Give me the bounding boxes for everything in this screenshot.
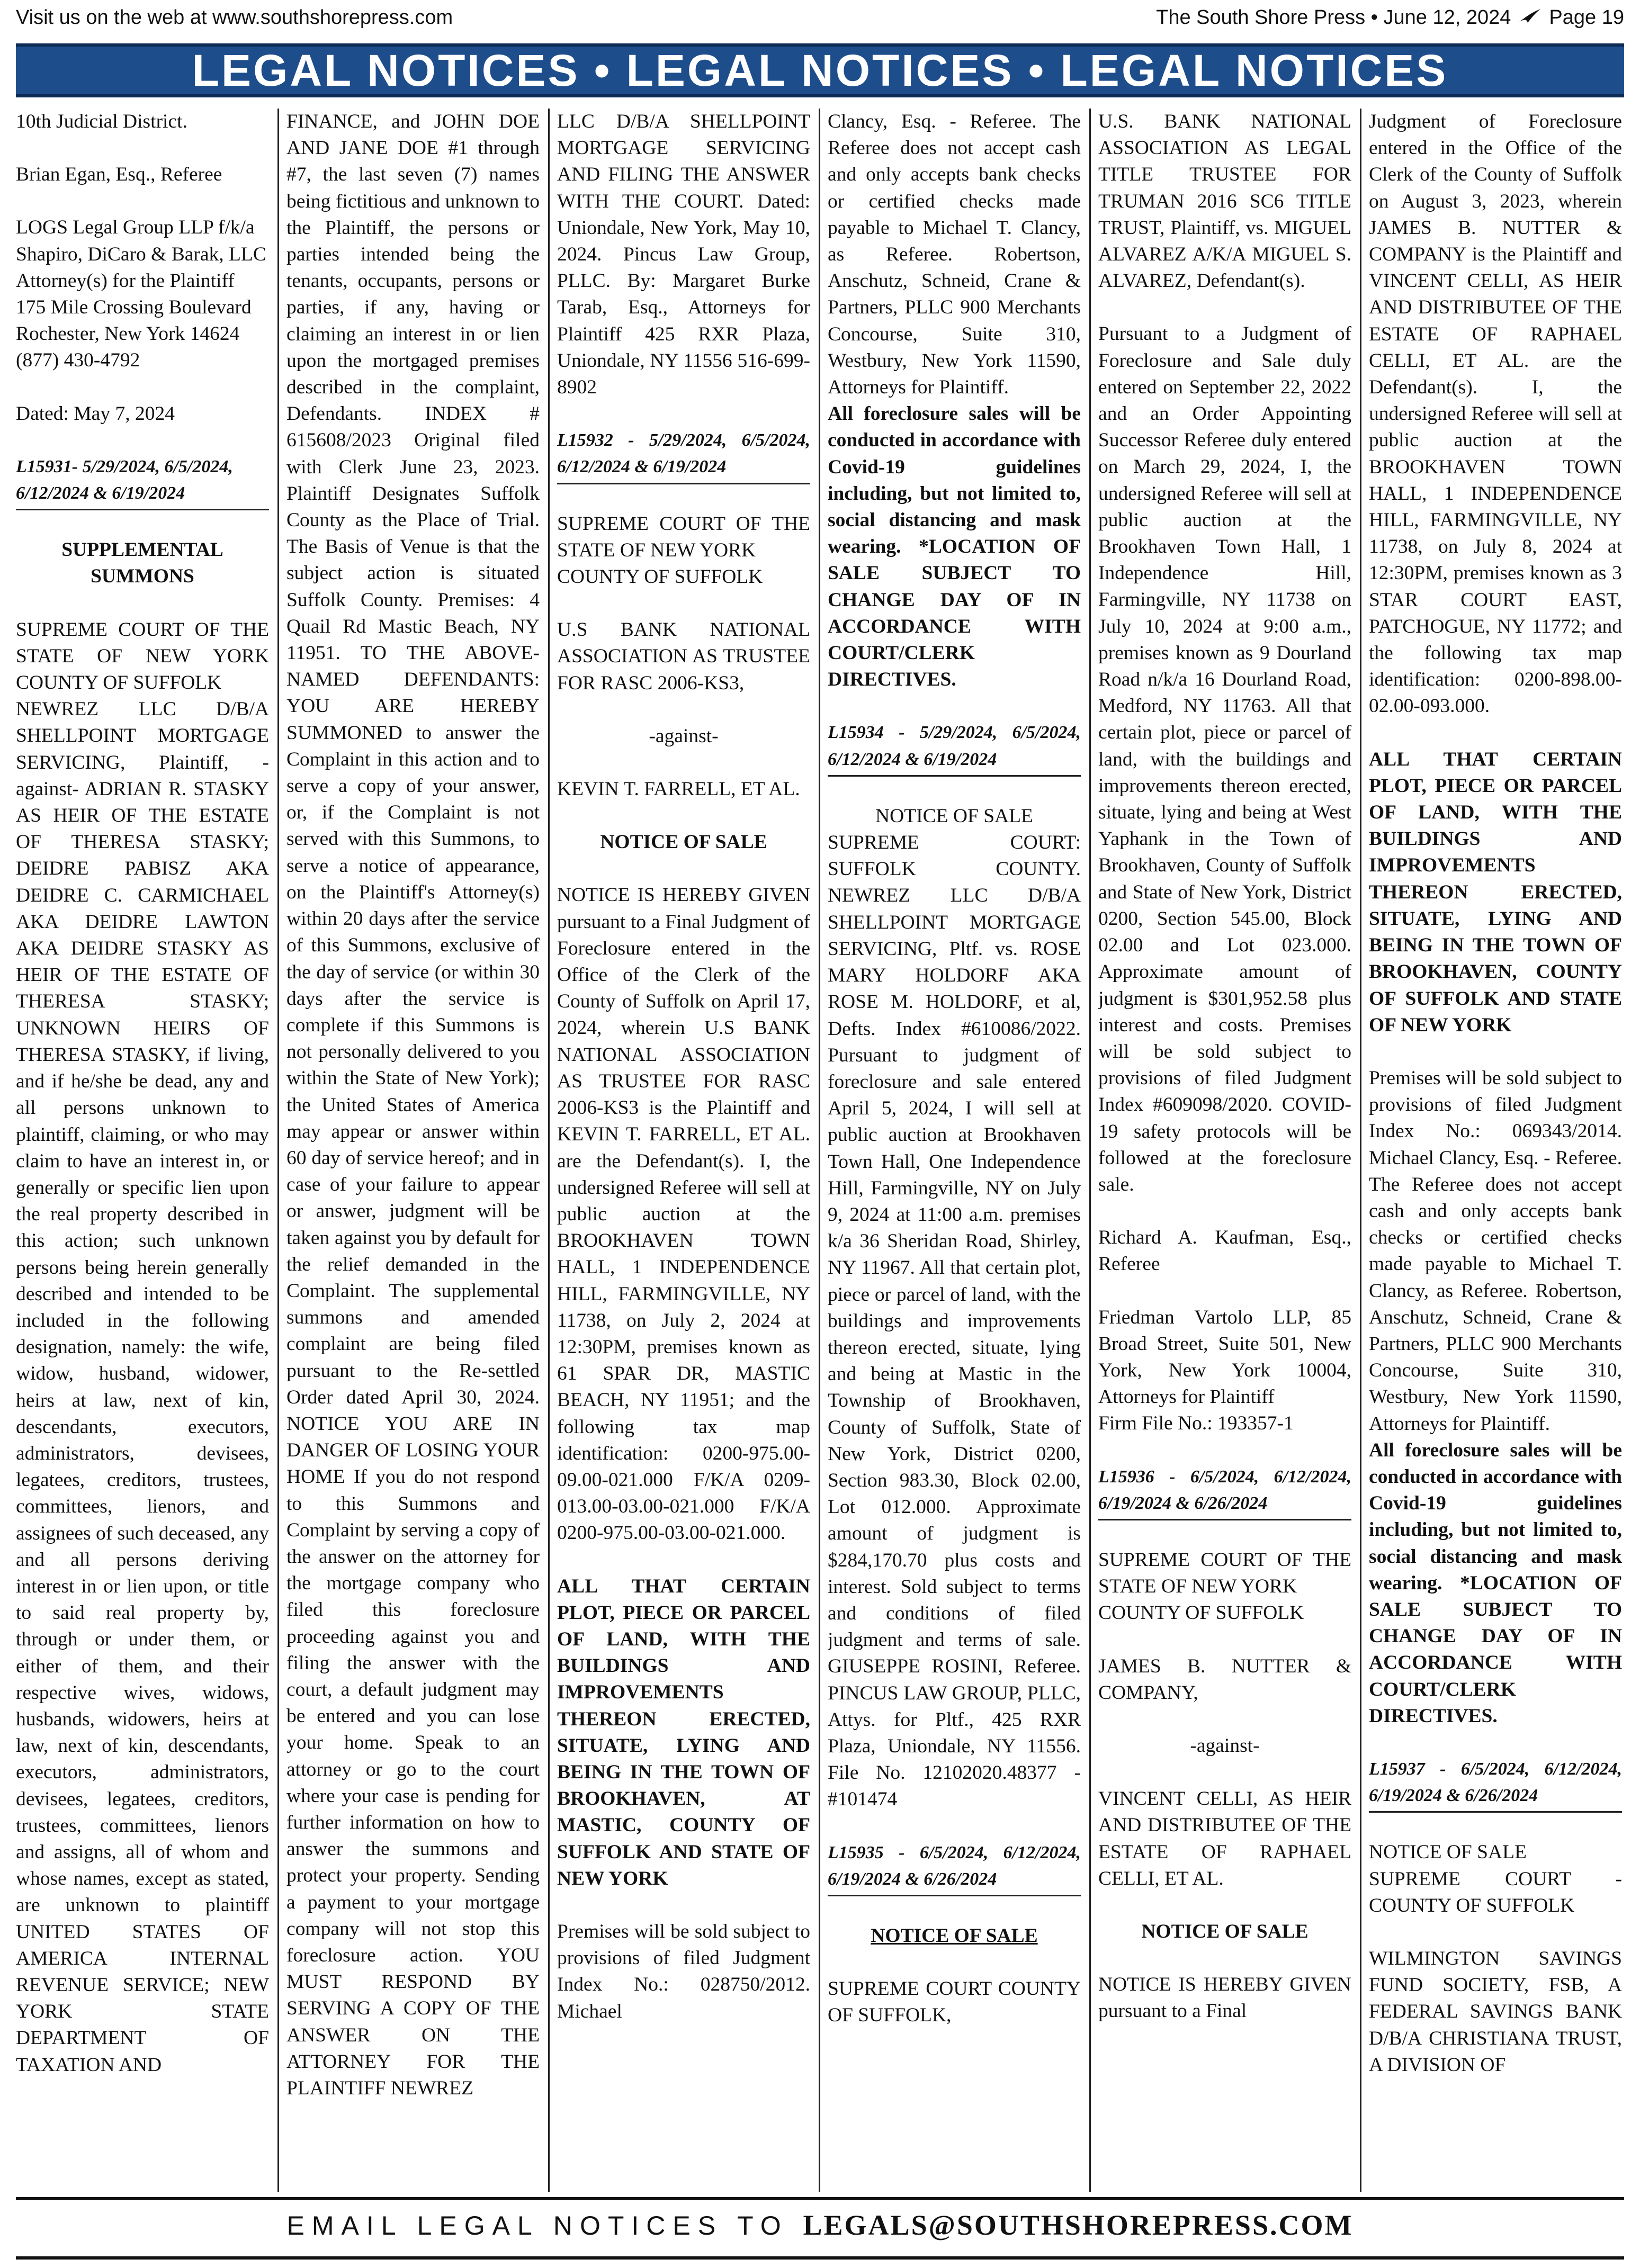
notice-text: Premises will be sold subject to provisions of filed Judgment Index No.: 069343/2014. Michael Clancy, Esq. - Referee. The Referee does not accept cash and only accepts bank checks or certified checks made payable to Michael T. Clancy, as Referee. Robertson, Anschutz, Schneid, Crane & Partners, PLLC 900 Merchants Concourse, Suite 310, Westbury, New York 11590, Attorneys for Plaintiff. (1369, 1067, 1622, 1435)
notice-text: U.S BANK NATIONAL ASSOCIATION AS TRUSTEE FOR RASC 2006-KS3, (557, 619, 810, 694)
column-6 (1369, 109, 1622, 2192)
notice-heading: SUPPLEMENTAL SUMMONS (61, 539, 223, 588)
notice-text: Firm File No.: 193357-1 (1098, 1412, 1294, 1435)
notice-bold-text: All foreclosure sales will be conducted in accordance with Covid-19 guidelines including, but not limited to, social distancing and mask wearing. *LOCATION OF SALE SUBJECT TO CHANGE DAY OF IN ACCORDANCE WITH COURT/CLERK DIRECTIVES. (1369, 1439, 1622, 1727)
notice-text: Friedman Vartolo LLP, 85 Broad Street, Suite 501, New York, New York 10004, Attorneys for Plaintiff (1098, 1306, 1351, 1408)
notice-text: NOTICE IS HEREBY GIVEN pursuant to a Final Judgment of Foreclosure entered in the Office of the Clerk of the County of Suffolk on April 17, 2024, wherein U.S BANK NATIONAL ASSOCIATION AS TRUSTEE FOR RASC 2006-KS3 is the Plaintiff and KEVIN T. FARRELL, ET AL. are the Defendant(s). I, the undersigned Referee will sell at public auction at the BROOKHAVEN TOWN HALL, 1 INDEPENDENCE HILL, FARMINGVILLE, NY 11738, on July 2, 2024 at 12:30PM, premises known as 61 SPAR DR, MASTIC BEACH, NY 11951; and the following tax map identification: 0200-975.00-09.00-021.000 F/K/A 0209-013.00-03.00-021.000 F/K/A 0200-975.00-03.00-021.000. (557, 884, 810, 1544)
notice-text: SUPREME COURT OF THE STATE OF NEW YORK (1098, 1549, 1351, 1598)
column-1 (16, 109, 269, 2192)
notice-text: SUPREME COURT OF THE STATE OF NEW YORK (557, 512, 810, 561)
notice-heading: NOTICE OF SALE (871, 1925, 1038, 1947)
banner-title: LEGAL NOTICES • LEGAL NOTICES • LEGAL NOTICES (192, 46, 1448, 95)
notice-text: NEWREZ LLC D/B/A SHELLPOINT MORTGAGE SERVICING, Plaintiff, -against- ADRIAN R. STASKY AS HEIR OF THE ESTATE OF THERESA STASKY; DEIDRE PABISZ AKA DEIDRE C. CARMICHAEL AKA DEIDRE LAWTON AKA DEIDRE STASKY AS HEIR OF THE ESTATE OF THERESA STASKY; UNKNOWN HEIRS OF THERESA STASKY, if living, and if he/she be dead, any and all persons unknown to plaintiff, claiming, or who may claim to have an interest in, or generally or specific lien upon the real property described in this action; such unknown persons being herein generally described and intended to be included in the following designation, namely: the wife, widow, husband, widower, heirs at law, next of kin, descendants, executors, administrators, devisees, legatees, creditors, trustees, committees, lienors, and assignees of such deceased, any and all persons deriving interest in or lien upon, or title to said real property by, through or under them, or either of them, and their respective wives, widows, husbands, widowers, heirs at law, next of kin, descendants, executors, administrators, devisees, legatees, creditors, trustees, committees, lienors and assigns, all of whom and whose names, except as stated, are unknown to plaintiff UNITED STATES OF AMERICA INTERNAL REVENUE SERVICE; NEW YORK STATE DEPARTMENT OF TAXATION AND (16, 698, 269, 2076)
notice-reference: L15934 - 5/29/2024, 6/5/2024, 6/12/2024 & 6/19/2024 (828, 719, 1081, 776)
notice-text: FINANCE, and JOHN DOE AND JANE DOE #1 through #7, the last seven (7) names being fictitious and unknown to the Plaintiff, the persons or parties intended being the tenants, occupants, persons or parties, if any, having or claiming an interest in or lien upon the mortgaged premises described in the complaint, Defendants. INDEX # 615608/2023 Original filed with Clerk June 23, 2023. Plaintiff Designates Suffolk County as the Place of Trial. The Basis of Venue is that the subject action is situated Suffolk County. Premises: 4 Quail Rd Mastic Beach, NY 11951. TO THE ABOVE-NAMED DEFENDANTS: YOU ARE HEREBY SUMMONED to answer the Complaint in this action and to serve a copy of your answer, or, if the Complaint is not served with this Summons, to serve a notice of appearance, on the Plaintiff's Attorney(s) within 20 days after the service of this Summons, exclusive of the day of service (or within 30 days after the service is complete if this Summons is not personally delivered to you within the State of New York); the United States of America may appear or answer within 60 day of service hereof; and in case of your failure to appear or answer, judgment will be taken against you by default for the relief demanded in the Complaint. The supplemental summons and amended complaint are being filed pursuant to the Re-settled Order dated April 30, 2024. NOTICE YOU ARE IN DANGER OF LOSING YOUR HOME If you do not respond to this Summons and Complaint by serving a copy of the answer on the attorney for the mortgage company who filed this foreclosure proceeding against you and filing the answer with the court, a default judgment may be entered and you can lose your home. Speak to an attorney or go to the court where your case is pending for further information on how to answer the summons and protect your property. Sending a payment to your mortgage company will not stop this foreclosure action. YOU MUST RESPOND BY SERVING A COPY OF THE ANSWER ON THE ATTORNEY FOR THE PLAINTIFF NEWREZ (286, 111, 540, 2100)
notice-text: Richard A. Kaufman, Esq., Referee (1098, 1227, 1351, 1275)
notice-text: SUPREME COURT - COUNTY OF SUFFOLK (1369, 1868, 1622, 1916)
notice-reference: L15932 - 5/29/2024, 6/5/2024, 6/12/2024 & 6/19/2024 (557, 427, 810, 484)
notice-text: VINCENT CELLI, AS HEIR AND DISTRIBUTEE OF THE ESTATE OF RAPHAEL CELLI, ET AL. (1098, 1788, 1351, 1889)
notice-text: SUPREME COURT OF THE STATE OF NEW YORK COUNTY OF SUFFOLK (16, 618, 269, 694)
column-2 (286, 109, 540, 2192)
column-4 (828, 109, 1081, 2192)
notice-text: JAMES B. NUTTER & COMPANY, (1098, 1655, 1351, 1704)
notice-bold-text: ALL THAT CERTAIN PLOT, PIECE OR PARCEL OF LAND, WITH THE BUILDINGS AND IMPROVEMENTS THEREON ERECTED, SITUATE, LYING AND BEING IN THE TOWN OF BROOKHAVEN, AT MASTIC, COUNTY OF SUFFOLK AND STATE OF NEW YORK (557, 1575, 810, 1889)
publication-name: The South Shore Press (1156, 6, 1366, 29)
legal-notices-banner (16, 43, 1624, 97)
notice-text: LOGS Legal Group LLP f/k/a Shapiro, DiCaro & Barak, LLC Attorney(s) for the Plaintiff 175 Mile Crossing Boulevard Rochester, New York 14624 (877) 430-4792 (16, 217, 266, 372)
notice-text: Brian Egan, Esq., Referee (16, 164, 222, 186)
notice-heading: NOTICE OF SALE (875, 805, 1033, 827)
notice-text: NOTICE IS HEREBY GIVEN pursuant to a Final (1098, 1974, 1351, 2022)
notice-text: Clancy, Esq. - Referee. The Referee does not accept cash and only accepts bank checks or certified checks made payable to Michael T. Clancy, as Referee. Robertson, Anschutz, Schneid, Crane & Partners, PLLC 900 Merchants Concourse, Suite 310, Westbury, New York 11590, Attorneys for Plaintiff. (828, 111, 1081, 399)
notice-text: -against- (1190, 1734, 1260, 1757)
footer-prefix: EMAIL LEGAL NOTICES TO (286, 2211, 788, 2240)
notice-text: LLC D/B/A SHELLPOINT MORTGAGE SERVICING AND FILING THE ANSWER WITH THE COURT. Dated: Uniondale, New York, May 10, 2024. Pincus Law Group, PLLC. By: Margaret Burke Tarab, Esq., Attorneys for Plaintiff 425 RXR Plaza, Uniondale, NY 11556 516-699-8902 (557, 111, 810, 399)
page-header (16, 4, 1624, 36)
notice-text: KEVIN T. FARRELL, ET AL. (557, 778, 800, 800)
notice-text: SUPREME COURT COUNTY OF SUFFOLK, (828, 1978, 1081, 2027)
notice-text: Premises will be sold subject to provisions of filed Judgment Index No.: 028750/2012. Michael (557, 1920, 810, 2022)
page-footer (16, 2209, 1624, 2242)
notice-text: SUPREME COURT: SUFFOLK COUNTY. NEWREZ LLC D/B/A SHELLPOINT MORTGAGE SERVICING, Pltf. vs. ROSE MARY HOLDORF AKA ROSE M. HOLDORF, et al, Defts. Index #610086/2022. Pursuant to judgment of foreclosure and sale entered April 5, 2024, I will sell at public auction at Brookhaven Town Hall, One Independence Hill, Farmingville, NY on July 9, 2024 at 11:00 a.m. premises k/a 36 Sheridan Road, Shirley, NY 11967. All that certain plot, piece or parcel of land, with the buildings and improvements thereon erected, situate, lying and being at Mastic in the Township of Brookhaven, County of Suffolk, State of New York, District 0200, Section 983.30, Block 02.00, Lot 012.000. Approximate amount of judgment is $284,170.70 plus costs and interest. Sold subject to terms and conditions of filed judgment and terms of sale. GIUSEPPE ROSINI, Referee. PINCUS LAW GROUP, PLLC, Attys. for Pltf., 425 RXR Plaza, Uniondale, NY 11556. File No. 12102020.48377 - #101474 (828, 832, 1081, 1811)
column-3 (557, 109, 810, 2192)
notice-date: Dated: May 7, 2024 (16, 402, 175, 425)
notice-reference: L15935 - 6/5/2024, 6/12/2024, 6/19/2024 & 6/26/2024 (828, 1840, 1081, 1896)
notice-text: Pursuant to a Judgment of Foreclosure and Sale duly entered on September 22, 2022 and an Order Appointing Successor Referee duly entered on March 29, 2024, I, the undersigned Referee will sell at public auction at the Brookhaven Town Hall, 1 Independence Hill, Farmingville, NY 11738 on July 10, 2024 at 9:00 a.m., premises known as 9 Dourland Road n/k/a 16 Dourland Road, Medford, NY 11763. All that certain plot, piece or parcel of land, with the buildings and improvements thereon erected, situate, lying and being at West Yaphank in the Town of Brookhaven, County of Suffolk and State of New York, District 0200, Section 545.00, Block 02.00 and Lot 023.000. Approximate amount of judgment is $301,952.58 plus interest and costs. Premises will be sold subject to provisions of filed Judgment Index #609098/2020. COVID-19 safety protocols will be followed at the foreclosure sale. (1098, 323, 1351, 1195)
column-5 (1098, 109, 1351, 2192)
notice-columns (16, 109, 1624, 2192)
notice-bold-text: All foreclosure sales will be conducted in accordance with Covid-19 guidelines including, but not limited to, social distancing and mask wearing. *LOCATION OF SALE SUBJECT TO CHANGE DAY OF IN ACCORDANCE WITH COURT/CLERK DIRECTIVES. (828, 403, 1081, 691)
page-number: Page 19 (1549, 6, 1624, 29)
notice-reference: L15937 - 6/5/2024, 6/12/2024, 6/19/2024 & 6/26/2024 (1369, 1756, 1622, 1813)
notice-text: 10th Judicial District. (16, 111, 187, 132)
footer-email: LEGALS@SOUTHSHOREPRESS.COM (803, 2209, 1354, 2241)
notice-text: -against- (649, 725, 719, 747)
site-url: Visit us on the web at www.southshorepress.com (16, 6, 453, 29)
issue-date: June 12, 2024 (1383, 6, 1511, 29)
header-right: The South Shore Press • June 12, 2024 Page 19 (1156, 6, 1624, 29)
notice-text: U.S. BANK NATIONAL ASSOCIATION AS LEGAL TITLE TRUSTEE FOR TRUMAN 2016 SC6 TITLE TRUST, Plaintiff, vs. MIGUEL ALVAREZ A/K/A MIGUEL S. ALVAREZ, Defendant(s). (1098, 111, 1351, 292)
notice-text: Judgment of Foreclosure entered in the Office of the Clerk of the County of Suffolk on August 3, 2023, wherein JAMES B. NUTTER & COMPANY is the Plaintiff and VINCENT CELLI, AS HEIR AND DISTRIBUTEE OF THE ESTATE OF RAPHAEL CELLI, ET AL. are the Defendant(s). I, the undersigned Referee will sell at public auction at the BROOKHAVEN TOWN HALL, 1 INDEPENDENCE HILL, FARMINGVILLE, NY 11738, on July 8, 2024 at 12:30PM, premises known as 3 STAR COURT EAST, PATCHOGUE, NY 11772; and the following tax map identification: 0200-898.00-02.00-093.000. (1369, 111, 1622, 717)
notice-heading: NOTICE OF SALE (1141, 1920, 1309, 1942)
column-divider (1360, 109, 1361, 2192)
column-divider (1089, 109, 1091, 2192)
notice-reference: L15931- 5/29/2024, 6/5/2024, 6/12/2024 & 6/19/2024 (16, 454, 269, 510)
notice-text: COUNTY OF SUFFOLK (1098, 1602, 1304, 1624)
column-divider (819, 109, 820, 2192)
bird-icon (1518, 6, 1542, 29)
notice-heading: NOTICE OF SALE (1369, 1841, 1527, 1864)
notice-text: COUNTY OF SUFFOLK (557, 566, 763, 588)
notice-heading: NOTICE OF SALE (600, 831, 767, 853)
footer-rule (16, 2197, 1624, 2200)
column-divider (277, 109, 279, 2192)
notice-bold-text: ALL THAT CERTAIN PLOT, PIECE OR PARCEL OF LAND, WITH THE BUILDINGS AND IMPROVEMENTS THEREON ERECTED, SITUATE, LYING AND BEING IN THE TOWN OF BROOKHAVEN, COUNTY OF SUFFOLK AND STATE OF NEW YORK (1369, 748, 1622, 1036)
footer-rule (16, 2256, 1624, 2260)
notice-reference: L15936 - 6/5/2024, 6/12/2024, 6/19/2024 & 6/26/2024 (1098, 1464, 1351, 1520)
notice-text: WILMINGTON SAVINGS FUND SOCIETY, FSB, A FEDERAL SAVINGS BANK D/B/A CHRISTIANA TRUST, A DIVISION OF (1369, 1948, 1622, 2076)
column-divider (548, 109, 550, 2192)
